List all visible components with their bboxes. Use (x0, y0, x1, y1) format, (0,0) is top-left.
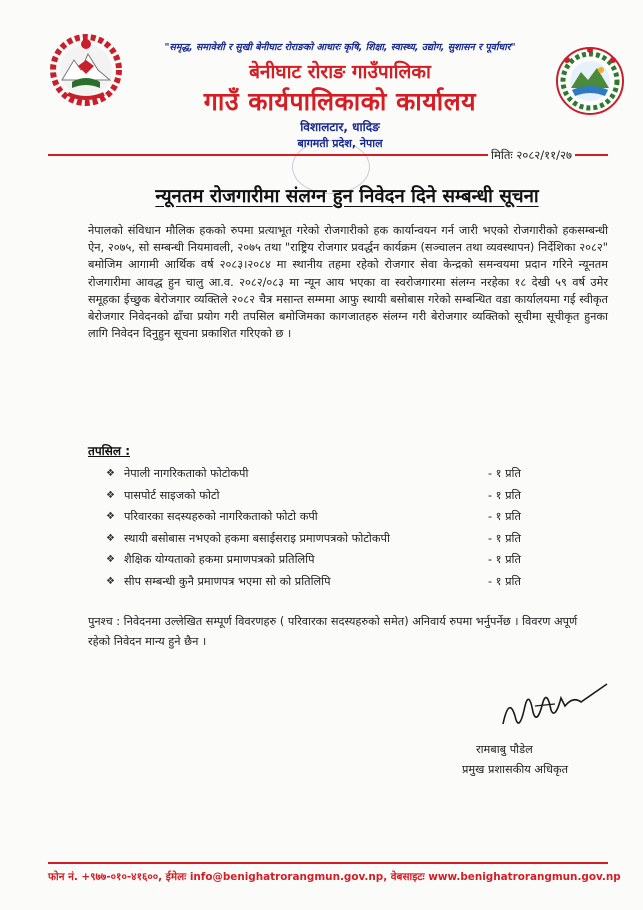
list-item-label: परिवारका सदस्यहरुको नागरिकताको फोटो कपी (124, 510, 318, 523)
list-item (106, 464, 546, 486)
notice-title: न्यूनतम रोजगारीमा संलग्न हुन निवेदन दिने सम्बन्धी सूचना (155, 186, 539, 207)
diamond-bullet-icon: ❖ (106, 511, 115, 522)
diamond-bullet-icon: ❖ (106, 489, 115, 501)
contact-footer (48, 870, 623, 884)
list-item-copies: - १ प्रति (488, 574, 521, 588)
list-item-copies: - १ प्रति (488, 510, 521, 523)
handwritten-signature (495, 676, 610, 738)
footer-website[interactable]: वेबसाइटः www.benighatrorangmun.gov.np (390, 871, 621, 883)
address-line-2: बागमती प्रदेश, नेपाल (297, 137, 383, 150)
list-item (106, 572, 546, 594)
footer-phone: फोन नं. +९७७-०१०-४१६००, (48, 871, 163, 883)
list-item-label: सीप सम्बन्धी कुनै प्रमाणपत्र भएमा सो को प्रतिलिपि (124, 574, 331, 588)
list-item-label: नेपाली नागरिकताको फोटोकपी (124, 467, 249, 480)
municipality-name: बेनीघाट रोराङ गाउँपालिका (249, 61, 431, 83)
municipality-logo-icon (555, 46, 625, 116)
footer-email[interactable]: ईमेलः info@benighatrorangmun.gov.np, (165, 871, 388, 883)
notice-body: नेपालको संविधान मौलिक हकको रुपमा प्रत्याभूत गरेको रोजगारीको हक कार्यान्वयन गर्न जारी भएको रोजगारीको हकसम्बन्धी ऐन, २०७५, सो सम्बन्धी नियमावली, २०७५ तथा "राष्ट्रिय रोजगार प्रवर्द्धन कार्यक्रम (सञ्चालन तथा व्यवस्थापन) निर्देशिका २०८२" बमोजिम आगामी आर्थिक वर्ष २०८३।२०८४ मा स्थानीय तहमा रहेको रोजगार सेवा केन्द्रको समन्वयमा प्रदान गरिने न्यूनतम रोजगारीमा आवद्ध हुन चालु आ.व. २०८२/०८३ मा न्यून आय भएका वा स्वरोजगारमा संलग्न नरहेका १८ देखी ५९ वर्ष उमेर समूहका ईच्छुक बेरोजगार व्यक्तिले २०८२ चैत्र मसान्त सम्ममा आफु स्थायी बसोबास गरेको सम्बन्धित वडा कार्यालयमा गई स्वीकृत बेरोजगार निवेदनको ढाँचा प्रयोग गरी तपसिल बमोजिमका कागजातहरु संलग्न गरी बेरोजगार व्यक्तिको सूचीमा सूचीकृत हुनका लागि निवेदन दिनुहुन सूचना प्रकाशित गरिएको छ । (88, 224, 608, 341)
list-item-label: स्थायी बसोबास नभएको हकमा बसाईसराइ प्रमाणपत्रको फोटोकपी (124, 531, 390, 545)
list-item-copies: - १ प्रति (488, 467, 521, 480)
diamond-bullet-icon: ❖ (106, 468, 115, 479)
footer-divider (48, 862, 608, 864)
list-item-copies: - १ प्रति (488, 553, 521, 566)
list-item-label: पासपोर्ट साइजको फोटो (124, 488, 220, 502)
list-item (106, 550, 546, 572)
address-line-1: विशालटार, धादिङ (300, 120, 380, 134)
diamond-bullet-icon: ❖ (106, 575, 115, 587)
diamond-bullet-icon: ❖ (106, 532, 115, 544)
notice-date: मितिः २०८२/११/२७ (488, 148, 575, 163)
list-item (106, 486, 546, 508)
signer-name: रामबाबु पौडेल (476, 743, 533, 756)
office-name: गाउँ कार्यपालिकाको कार्यालय (203, 87, 477, 116)
list-item (106, 529, 546, 551)
document-list-heading: तपसिल : (88, 444, 130, 458)
diamond-bullet-icon: ❖ (106, 554, 115, 565)
motto-text: "समृद्ध, समावेशी र सुखी बेनीघाट रोराङको आधारः कृषि, शिक्षा, स्वास्थ्य, उद्योग, सुशासन र पूर्वाधार" (164, 42, 516, 53)
nepal-emblem-icon (48, 30, 124, 106)
list-item (106, 507, 546, 529)
list-item-copies: - १ प्रति (488, 488, 521, 502)
list-item-label: शैक्षिक योग्यताको हकमा प्रमाणपत्रको प्रतिलिपि (124, 553, 315, 566)
signer-title: प्रमुख प्रशासकीय अधिकृत (462, 763, 569, 776)
document-list (106, 464, 546, 593)
postscript-note: पुनश्च : निवेदनमा उल्लेखित सम्पूर्ण विवरणहरु ( परिवारका सदस्यहरुको समेत) अनिवार्य रुपमा भर्नुपर्नेछ । विवरण अपूर्ण रहेको निवेदन मान्य हुने छैन । (88, 615, 578, 648)
list-item-copies: - १ प्रति (488, 531, 521, 545)
